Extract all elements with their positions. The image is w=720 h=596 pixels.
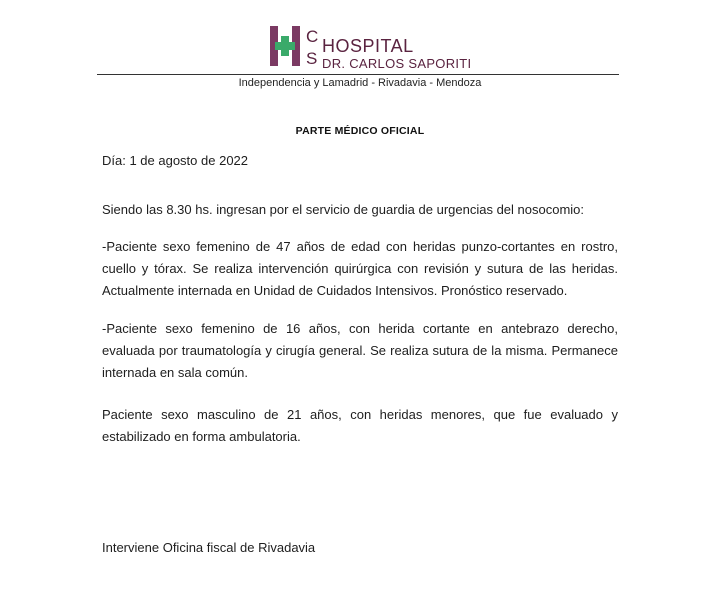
- logo-letter-s: S: [306, 49, 318, 68]
- closing-line: Interviene Oficina fiscal de Rivadavia: [102, 540, 316, 555]
- paragraph-intro: Siendo las 8.30 hs. ingresan por el servicio de guardia de urgencias del nosocomio:: [102, 202, 585, 217]
- paragraph-patient-1: -Paciente sexo femenino de 47 años de edad con heridas punzo-cortantes en rostro, cuello y tórax. Se realiza intervención quirúrgica con revisión y sutura de las heridas. Actualmente internada en Unidad de Cuidados Intensivos. Pronóstico reservado.: [102, 239, 618, 298]
- report-date: Día: 1 de agosto de 2022: [102, 153, 249, 168]
- paragraph-patient-3: Paciente sexo masculino de 21 años, con heridas menores, que fue evaluado y estabilizado en forma ambulatoria.: [102, 407, 618, 444]
- header-divider: [97, 74, 619, 75]
- hospital-name-line2: DR. CARLOS SAPORITI: [322, 56, 472, 71]
- logo-letter-c: C: [306, 27, 319, 46]
- hospital-logo-icon: [268, 22, 328, 70]
- paragraph-patient-2: -Paciente sexo femenino de 16 años, con herida cortante en antebrazo derecho, evaluada por traumatología y cirugía general. Se realiza sutura de la misma. Permanece internada en sala común.: [102, 321, 618, 380]
- hospital-name-line1: HOSPITAL: [322, 36, 414, 56]
- document-title: PARTE MÉDICO OFICIAL: [295, 125, 425, 137]
- hospital-address: Independencia y Lamadrid - Rivadavia - Mendoza: [238, 77, 482, 89]
- hospital-name: [322, 37, 471, 70]
